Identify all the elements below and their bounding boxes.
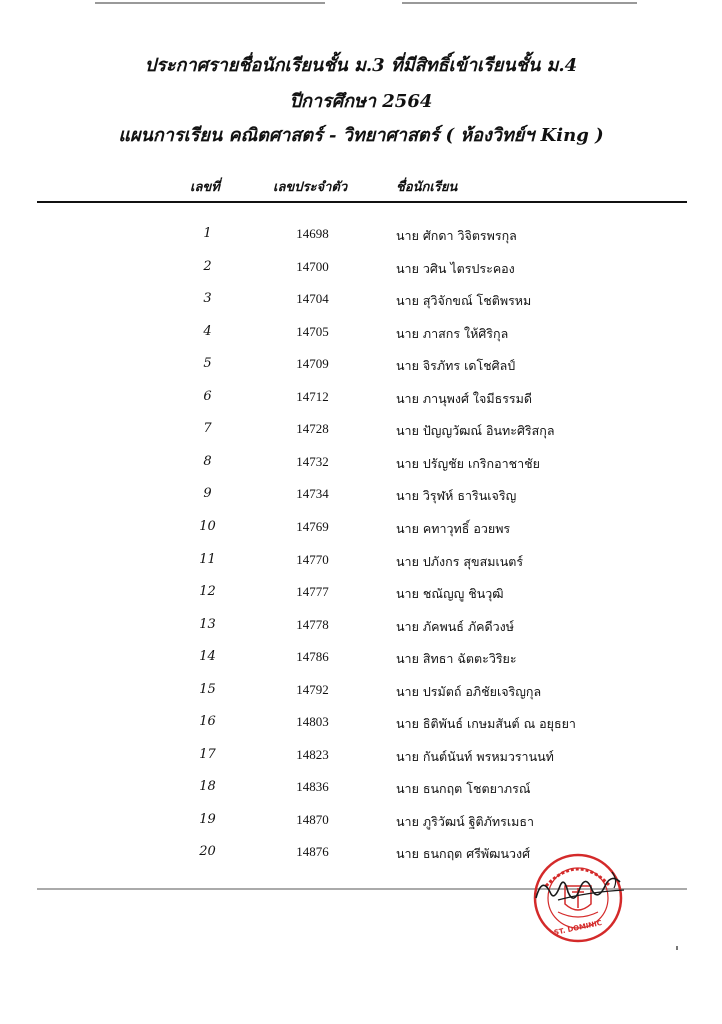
student-id: 14732 xyxy=(296,453,329,469)
row-number: 17 xyxy=(199,746,216,762)
row-number: 8 xyxy=(203,453,212,469)
table-row xyxy=(0,291,722,311)
student-id: 14704 xyxy=(296,291,329,307)
row-number: 1 xyxy=(203,226,212,241)
table-row xyxy=(0,812,722,832)
student-name: นาย ชณัญญู ชินวุฒิ xyxy=(396,586,504,602)
row-number: 5 xyxy=(203,356,212,372)
row-number: 10 xyxy=(199,518,216,534)
student-id: 14728 xyxy=(296,421,329,437)
table-row xyxy=(0,584,722,604)
student-id: 14876 xyxy=(296,844,329,860)
student-name: นาย ปภังกร สุขสมเนตร์ xyxy=(396,553,524,569)
student-id: 14792 xyxy=(296,681,329,697)
row-number: 18 xyxy=(199,779,216,795)
table-row xyxy=(0,552,722,572)
student-name: นาย ศักดา วิจิตรพรกุล xyxy=(396,228,517,243)
student-name: นาย จิรภัทร เดโชศิลป์ xyxy=(396,358,516,374)
table-row xyxy=(0,356,722,376)
student-id: 14870 xyxy=(296,811,329,827)
student-name: นาย วิรุฬห์ ธารินเจริญ xyxy=(396,488,517,504)
student-name: นาย ธนกฤต ศรีพัฒนวงศ์ xyxy=(396,846,531,862)
table-row xyxy=(0,682,722,702)
student-name: นาย ปัญญวัฒณ์ อินทะศิริสกุล xyxy=(396,423,555,439)
row-number: 13 xyxy=(199,616,216,632)
student-id: 14709 xyxy=(296,356,329,372)
row-number: 11 xyxy=(199,551,216,567)
table-row xyxy=(0,226,722,246)
student-id: 14770 xyxy=(296,551,329,567)
table-row xyxy=(0,649,722,669)
table-row xyxy=(0,714,722,734)
row-number: 4 xyxy=(203,323,212,339)
student-id: 14823 xyxy=(296,746,329,762)
student-id: 14777 xyxy=(296,584,329,600)
column-header-student-name: ชื่อนักเรียน xyxy=(396,180,458,195)
row-number: 2 xyxy=(203,258,212,274)
student-name: นาย ธนกฤต โชตยาภรณ์ xyxy=(396,781,531,797)
student-id: 14786 xyxy=(296,649,329,665)
table-row xyxy=(0,617,722,637)
student-name: นาย ธิติพันธ์ เกษมสันต์ ณ อยุธยา xyxy=(396,716,576,732)
row-number: 15 xyxy=(199,681,216,697)
row-number: 7 xyxy=(203,421,212,437)
student-id: 14778 xyxy=(296,616,329,632)
svg-text:ST. DOMINIC: ST. DOMINIC xyxy=(553,918,603,937)
student-name: นาย วศิน ไตรประคอง xyxy=(396,260,515,276)
column-header-student-id: เลขประจำตัว xyxy=(273,180,348,195)
table-row xyxy=(0,779,722,799)
student-id: 14705 xyxy=(296,323,329,339)
student-name: นาย คทาวุทธิ์ อวยพร xyxy=(396,520,511,536)
table-row xyxy=(0,259,722,279)
row-number: 3 xyxy=(203,291,212,307)
row-number: 12 xyxy=(199,584,216,600)
row-number: 16 xyxy=(199,714,216,730)
row-number: 14 xyxy=(199,649,216,665)
student-id: 14712 xyxy=(296,388,329,404)
student-name: นาย สุวิจักขณ์ โชติพรหม xyxy=(396,293,532,309)
table-row xyxy=(0,454,722,474)
table-row xyxy=(0,486,722,506)
row-number: 19 xyxy=(199,811,216,827)
student-id: 14698 xyxy=(296,226,329,241)
student-name: นาย กันต์นันท์ พรหมวรานนท์ xyxy=(396,748,554,764)
column-header-number: เลขที่ xyxy=(190,180,220,195)
student-name: นาย สิทธา ฉัตตะวิริยะ xyxy=(396,651,517,667)
table-row xyxy=(0,324,722,344)
student-name: นาย ปรัญชัย เกริกอาชาชัย xyxy=(396,455,540,471)
table-row xyxy=(0,747,722,767)
student-name: นาย ภาสกร ให้ศิริกุล xyxy=(396,325,509,341)
academic-year: ปีการศึกษา 2564 xyxy=(289,91,433,112)
table-row xyxy=(0,389,722,409)
study-program: แผนการเรียน คณิตศาสตร์ - วิทยาศาสตร์ ( ห้องวิทย์ฯ King ) xyxy=(118,125,604,146)
top-edge-rule xyxy=(402,2,637,4)
row-number: 20 xyxy=(199,844,216,860)
student-id: 14769 xyxy=(296,518,329,534)
student-id: 14734 xyxy=(296,486,329,502)
student-id: 14803 xyxy=(296,714,329,730)
student-name: นาย ภัคพนธ์ ภัคดีวงษ์ xyxy=(396,618,514,634)
student-id: 14836 xyxy=(296,779,329,795)
signature-mark xyxy=(528,862,638,912)
top-edge-rule xyxy=(95,2,325,4)
page-title: ประกาศรายชื่อนักเรียนชั้น ม.3 ที่มีสิทธิ์เข้าเรียนชั้น ม.4 xyxy=(144,55,578,76)
student-name: นาย ภานุพงศ์ ใจมีธรรมดี xyxy=(396,390,532,406)
student-name: นาย ภูริวัฒน์ ฐิติภัทรเมธา xyxy=(396,813,535,829)
header-divider xyxy=(37,201,687,203)
table-row xyxy=(0,421,722,441)
table-row xyxy=(0,519,722,539)
student-name: นาย ปรมัตถ์ อภิชัยเจริญกุล xyxy=(396,683,542,699)
student-id: 14700 xyxy=(296,258,329,274)
scan-speck xyxy=(676,946,678,950)
row-number: 9 xyxy=(203,486,212,502)
row-number: 6 xyxy=(203,388,212,404)
